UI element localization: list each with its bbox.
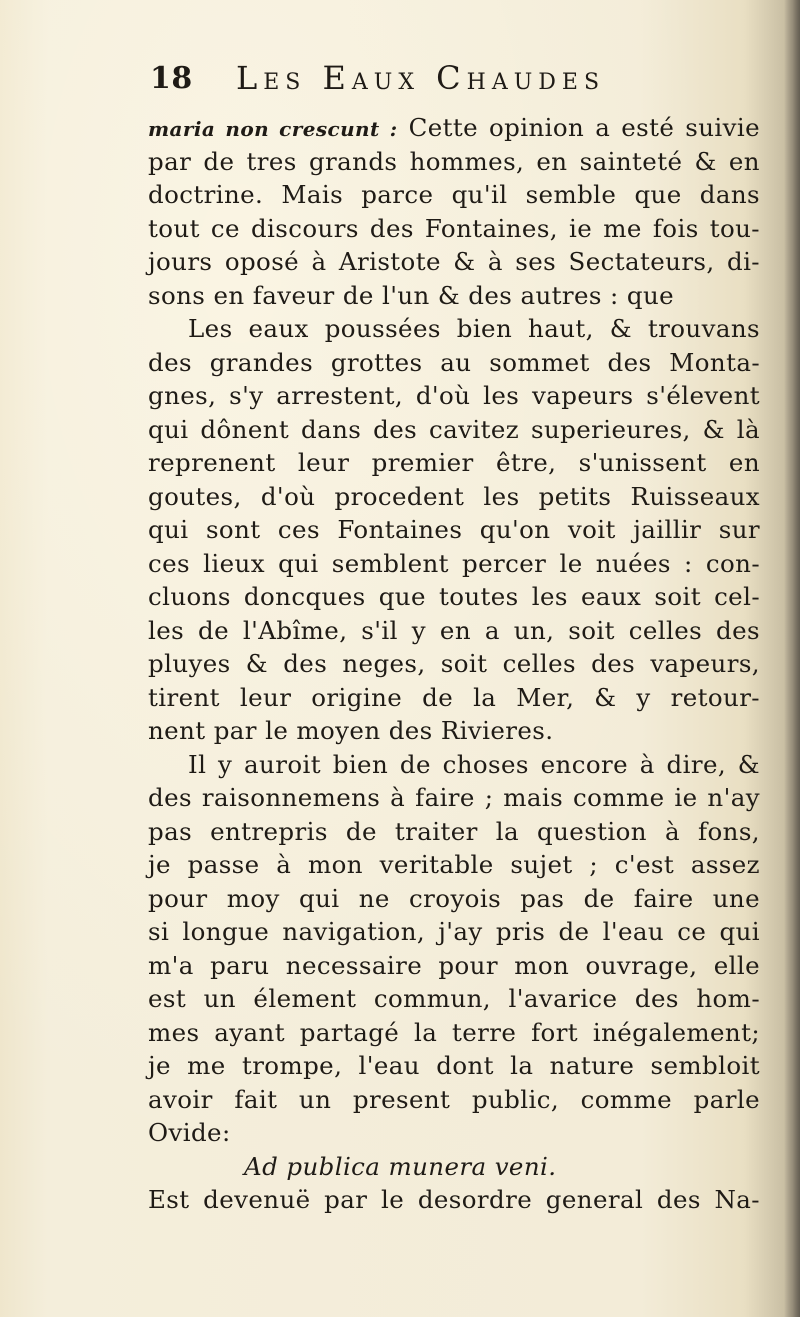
text-line: Ovide:	[148, 1118, 231, 1147]
paragraph-start: Les eaux poussées bien haut, & trouvans	[188, 314, 760, 343]
text-line: qui dônent dans des cavitez superieures, & là	[148, 414, 760, 444]
text-line: tout ce discours des Fontaines, ie me fois tou-	[148, 213, 760, 243]
page-number: 18	[150, 61, 193, 96]
text-line: des grandes grottes au sommet des Monta-	[148, 347, 760, 377]
text-line: si longue navigation, j'ay pris de l'eau ce qui	[148, 917, 760, 946]
text-line: par de tres grands hommes, en sainteté & en	[148, 146, 760, 176]
text-line: est un élement commun, l'avarice des hom-	[148, 984, 760, 1013]
text-line: cluons doncques que toutes les eaux soit cel-	[148, 582, 760, 611]
text-line: avoir fait un present public, comme parle	[148, 1084, 760, 1114]
text-line: sons en faveur de l'un & des autres : que	[148, 280, 675, 310]
paragraph-start: Il y auroit bien de choses encore à dire, &	[188, 749, 760, 779]
text-line: gnes, s'y arrestent, d'où les vapeurs s'élevent	[148, 381, 760, 410]
latin-phrase: maria non crescunt :	[148, 117, 398, 141]
page-text	[148, 55, 760, 1217]
text-line: goutes, d'où procedent les petits Ruisseaux	[148, 481, 760, 511]
text-line: les de l'Abîme, s'il y en a un, soit celles des	[148, 615, 760, 645]
running-title: Les Eaux Chaudes	[236, 59, 606, 97]
text-line: tirent leur origine de la Mer, & y retour-	[148, 682, 760, 712]
text-line-1-rest: Cette opinion a esté suivie	[408, 113, 760, 142]
final-line: Est devenuë par le desordre general des Na-	[148, 1185, 760, 1214]
text-line: pas entrepris de traiter la question à fons,	[148, 816, 760, 846]
text-line: qui sont ces Fontaines qu'on voit jaillir sur	[148, 515, 760, 544]
text-line: m'a paru necessaire pour mon ouvrage, elle	[148, 950, 760, 980]
text-line: jours oposé à Aristote & à ses Sectateurs, di-	[148, 247, 760, 276]
text-line: ces lieux qui semblent percer le nuées : con-	[148, 548, 760, 578]
text-line: pluyes & des neges, soit celles des vapeurs,	[148, 649, 760, 678]
page-gutter-shadow	[784, 0, 800, 1317]
latin-quote: Ad publica munera veni.	[244, 1151, 557, 1181]
text-line: pour moy qui ne croyois pas de faire une	[148, 883, 760, 913]
text-line-1	[148, 111, 760, 145]
text-line: je me trompe, l'eau dont la nature sembloit	[148, 1051, 760, 1080]
text-line: des raisonnemens à faire ; mais comme ie n'ay	[148, 783, 760, 812]
text-line: nent par le moyen des Rivieres.	[148, 716, 554, 745]
text-line: mes ayant partagé la terre fort inégalement;	[148, 1017, 760, 1047]
text-line: doctrine. Mais parce qu'il semble que dans	[148, 180, 760, 209]
text-line: reprenent leur premier être, s'unissent en	[148, 448, 760, 477]
page-header	[148, 55, 760, 109]
text-line: je passe à mon veritable sujet ; c'est assez	[148, 850, 760, 879]
